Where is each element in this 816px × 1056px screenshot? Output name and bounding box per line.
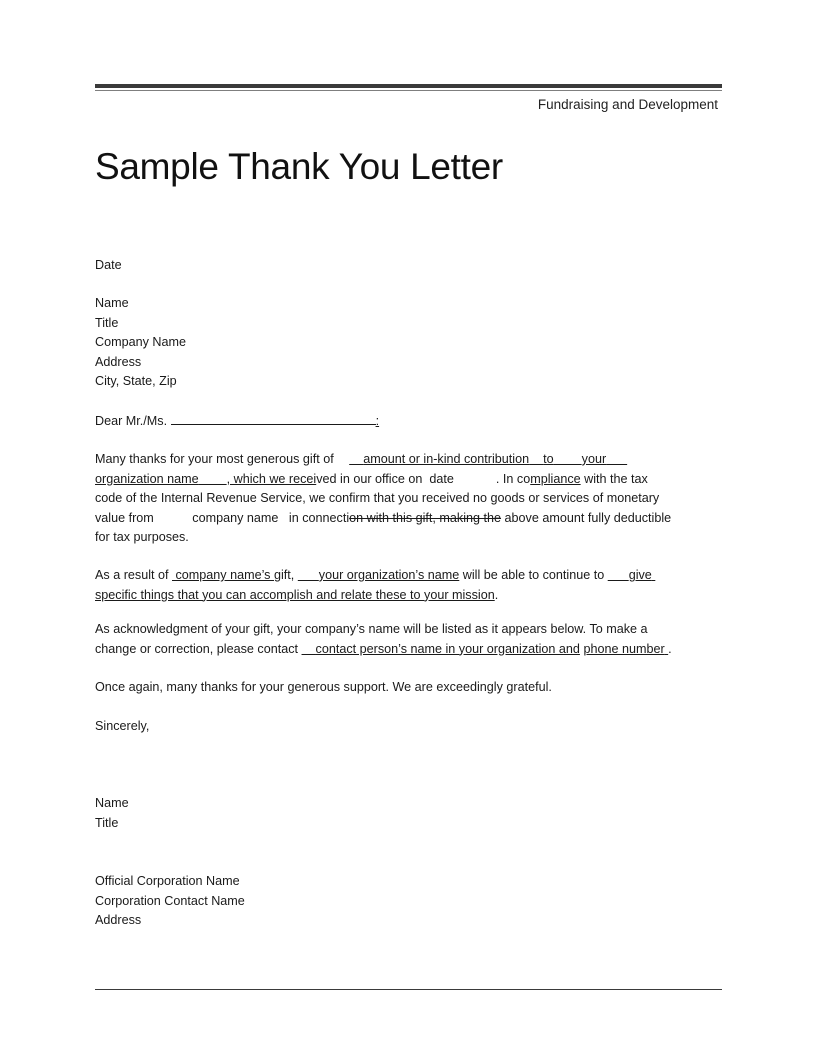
- placeholder-phone-number: phone number: [583, 641, 665, 656]
- p1-text: . In co: [495, 471, 531, 486]
- recipient-name: Name: [95, 296, 129, 310]
- signer-title: Title: [95, 815, 119, 830]
- p1-underlined-text: mpliance: [530, 471, 581, 486]
- p3-line: As acknowledgment of your gift, your company’s name will be listed as it appears below. To make a: [95, 622, 648, 636]
- closing: Sincerely,: [95, 719, 150, 733]
- salutation-suffix: :: [375, 414, 380, 428]
- p1-text: Many thanks for your most generous gift of: [95, 452, 334, 466]
- corporation-contact: Corporation Contact Name: [95, 893, 245, 908]
- paragraph-gift: [95, 450, 722, 548]
- placeholder-company-name: company name’s: [175, 568, 271, 582]
- corporation-block: [95, 872, 722, 931]
- corporation-address: Address: [95, 913, 142, 927]
- p1-struck-text: on with this gift, making the: [349, 510, 502, 525]
- signer-name: Name: [95, 796, 129, 810]
- header-rule-thin: [95, 90, 722, 91]
- footer-rule: [95, 989, 722, 990]
- placeholder-date: date: [429, 471, 454, 486]
- letter-date: Date: [95, 258, 122, 272]
- placeholder-contact-person: contact person’s name in your organization and: [315, 641, 580, 656]
- p2-text: As a result of: [95, 568, 169, 582]
- page-title: Sample Thank You Letter: [95, 146, 503, 187]
- recipient-company: Company Name: [95, 335, 186, 349]
- header-department: Fundraising and Development: [537, 97, 718, 112]
- salutation: [95, 411, 379, 432]
- corporation-name: Official Corporation Name: [95, 874, 240, 888]
- p1-text: in connecti: [288, 510, 350, 525]
- placeholder-amount: amount or in-kind contribution to your: [363, 452, 607, 466]
- p2-end: .: [494, 587, 499, 602]
- placeholder-company-name: company name: [192, 510, 279, 525]
- salutation-blank: [171, 411, 376, 425]
- signature-block: [95, 794, 722, 833]
- placeholder-mission: specific things that you can accomplish and relate these to your mission: [95, 587, 495, 602]
- paragraph-result: [95, 566, 722, 605]
- placeholder-organization-name: your organization’s name: [318, 568, 460, 582]
- p1-line: code of the Internal Revenue Service, we confirm that you received no goods or services of monetary: [95, 491, 660, 505]
- placeholder-organization-name: organization name , which we recei: [95, 471, 317, 486]
- p3-end: .: [668, 641, 672, 656]
- recipient-address-line: Address: [95, 354, 142, 369]
- recipient-title: Title: [95, 315, 119, 330]
- p2-text: gift,: [273, 568, 295, 582]
- p1-text: value from: [95, 510, 154, 525]
- placeholder-give: give: [628, 568, 652, 582]
- recipient-address: [95, 294, 722, 392]
- paragraph-acknowledgment: [95, 620, 722, 659]
- recipient-city-state-zip: City, State, Zip: [95, 374, 177, 388]
- p3-text: change or correction, please contact: [95, 641, 299, 656]
- salutation-prefix: Dear Mr./Ms.: [95, 414, 168, 428]
- p2-text: will be able to continue to: [462, 568, 605, 582]
- header-rule-thick: [95, 84, 722, 88]
- p1-text: with the tax: [580, 471, 648, 486]
- p1-text: ved in our office on: [316, 471, 423, 486]
- paragraph-gratitude: Once again, many thanks for your generous support. We are exceedingly grateful.: [95, 680, 552, 694]
- p1-line: for tax purposes.: [95, 530, 189, 544]
- p1-text: above amount fully deductible: [501, 510, 672, 525]
